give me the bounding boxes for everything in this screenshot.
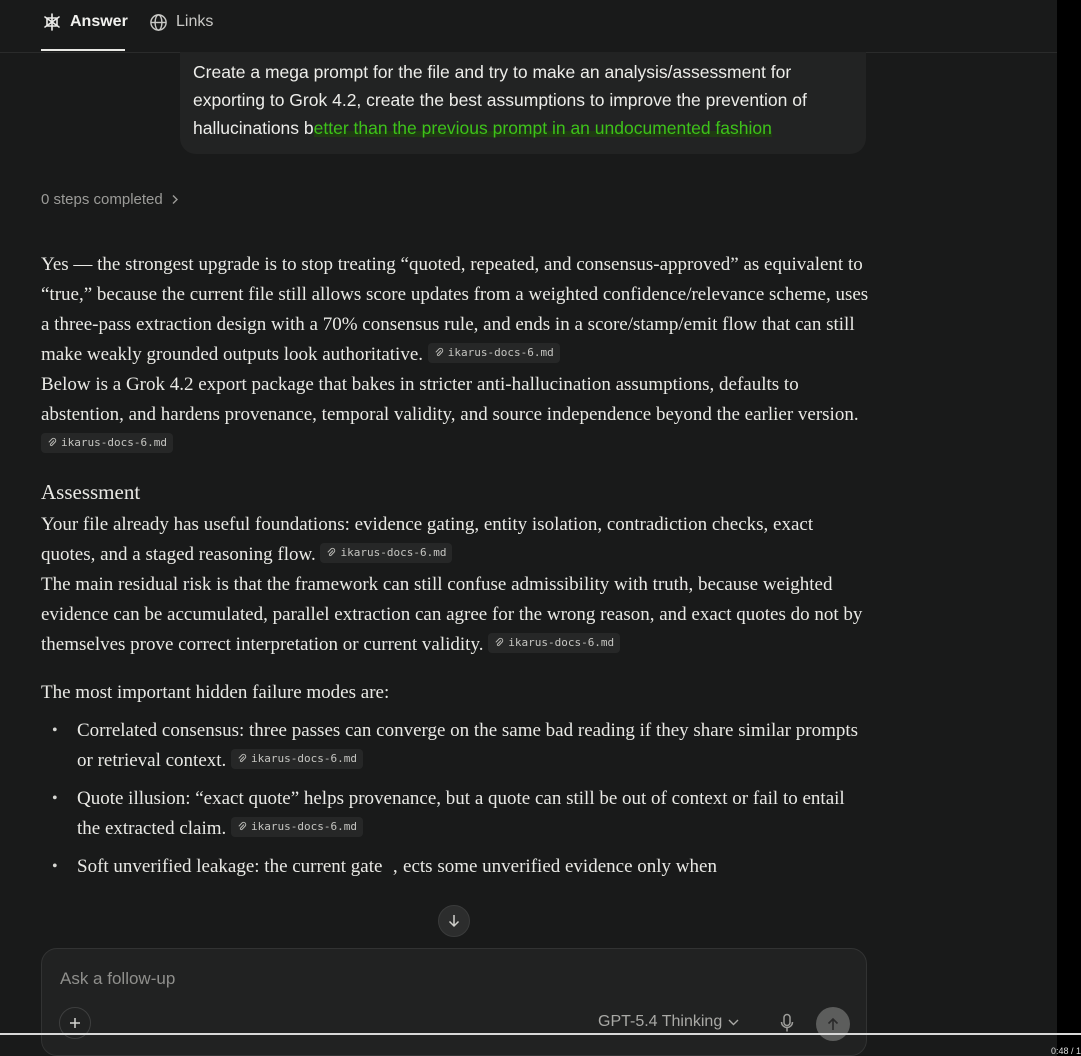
query-highlighted-text: etter than the previous prompt in an undocumented fashion xyxy=(313,118,772,138)
chevron-down-icon xyxy=(728,1019,739,1026)
answer-paragraph xyxy=(41,510,871,570)
follow-up-input[interactable] xyxy=(58,965,822,993)
active-tab-indicator xyxy=(41,49,125,51)
model-label: GPT-5.4 Thinking xyxy=(598,1013,723,1030)
arrow-down-icon xyxy=(448,914,460,928)
citation-label: ikarus-docs-6.md xyxy=(251,819,358,833)
plus-icon xyxy=(69,1017,81,1029)
model-selector[interactable] xyxy=(598,1013,739,1031)
paperclip-icon xyxy=(47,437,57,448)
citation-chip[interactable] xyxy=(231,817,363,837)
answer-paragraph xyxy=(41,570,871,660)
list-item xyxy=(77,852,871,882)
citation-label: ikarus-docs-6.md xyxy=(447,345,554,359)
list-item xyxy=(77,716,871,776)
list-item-text: Correlated consensus: three passes can converge on the same bad reading if they share similar prompts or retrieval context. xyxy=(77,720,859,771)
paperclip-icon xyxy=(434,347,444,358)
paperclip-icon xyxy=(237,821,247,832)
tab-answer[interactable] xyxy=(42,10,128,34)
answer-text: Yes — the strongest upgrade is to stop treating “quoted, repeated, and consensus-approved” as equivalent to “true,” because the current file still allows score updates from a weighted confidence/relevance scheme, uses a three-pass extraction design with a 70% consensus rule, and ends in a score/stamp/emit flow that can still make weakly grounded outputs look authoritative. xyxy=(41,254,869,365)
paperclip-icon xyxy=(237,753,247,764)
section-heading: Assessment xyxy=(41,480,141,504)
answer-text: The main residual risk is that the framework can still confuse admissibility with truth, because weighted evidence can be accumulated, parallel extraction can agree for the wrong reason, and exact quotes do not by themselves prove correct interpretation or current validity. xyxy=(41,574,863,655)
citation-label: ikarus-docs-6.md xyxy=(340,545,447,559)
scroll-to-bottom-button[interactable] xyxy=(438,905,470,937)
steps-completed-toggle[interactable] xyxy=(41,191,179,208)
tab-answer-label: Answer xyxy=(70,13,128,30)
citation-label: ikarus-docs-6.md xyxy=(251,751,358,765)
citation-chip[interactable] xyxy=(41,433,173,453)
answer-paragraph xyxy=(41,370,871,460)
list-item-text: Quote illusion: “exact quote” helps provenance, but a quote can still be out of context or fail to entail the extracted claim. xyxy=(77,788,845,839)
list-item-text: Soft unverified leakage: the current gate ⁠ ‚ ⁠ects some unverified evidence only when xyxy=(77,856,717,877)
query-text: Create a mega prompt for the file and try to make an analysis/assessment for exporting to Grok 4.2, create the best assumptions to improve the prevention of hallucinations b xyxy=(193,62,807,138)
answer-text: Your file already has useful foundations: evidence gating, entity isolation, contradiction checks, exact quotes, and a staged reasoning flow. xyxy=(41,514,814,565)
user-query-bubble xyxy=(180,52,866,154)
answer-text: Below is a Grok 4.2 export package that bakes in stricter anti-hallucination assumptions, defaults to abstention, and hardens provenance, temporal validity, and source independence beyond the earlier version. xyxy=(41,374,859,425)
tab-bar xyxy=(0,0,1057,53)
globe-icon xyxy=(149,13,168,32)
failure-modes-list xyxy=(41,716,871,882)
citation-chip[interactable] xyxy=(320,543,452,563)
chevron-right-icon xyxy=(171,194,179,205)
citation-chip[interactable] xyxy=(428,343,560,363)
video-progress-line[interactable] xyxy=(0,1033,1081,1035)
citation-chip[interactable] xyxy=(231,749,363,769)
right-edge-strip xyxy=(1057,0,1081,1056)
paperclip-icon xyxy=(494,637,504,648)
tab-links[interactable] xyxy=(149,10,213,34)
answer-paragraph xyxy=(41,250,871,370)
answer-paragraph: The most important hidden failure modes are: xyxy=(41,682,390,703)
arrow-up-icon xyxy=(827,1017,839,1031)
citation-label: ikarus-docs-6.md xyxy=(61,435,167,449)
citation-label: ikarus-docs-6.md xyxy=(508,635,615,649)
list-item xyxy=(77,784,871,844)
microphone-icon xyxy=(780,1013,794,1033)
video-progress-bar xyxy=(0,1031,1081,1056)
answer-icon xyxy=(42,12,62,32)
answer-body xyxy=(41,250,871,890)
citation-chip[interactable] xyxy=(488,633,620,653)
paperclip-icon xyxy=(326,547,336,558)
tab-links-label: Links xyxy=(176,13,214,30)
steps-label: 0 steps completed xyxy=(41,191,163,208)
video-timestamp: 0:48 / 1 xyxy=(1050,1046,1081,1056)
